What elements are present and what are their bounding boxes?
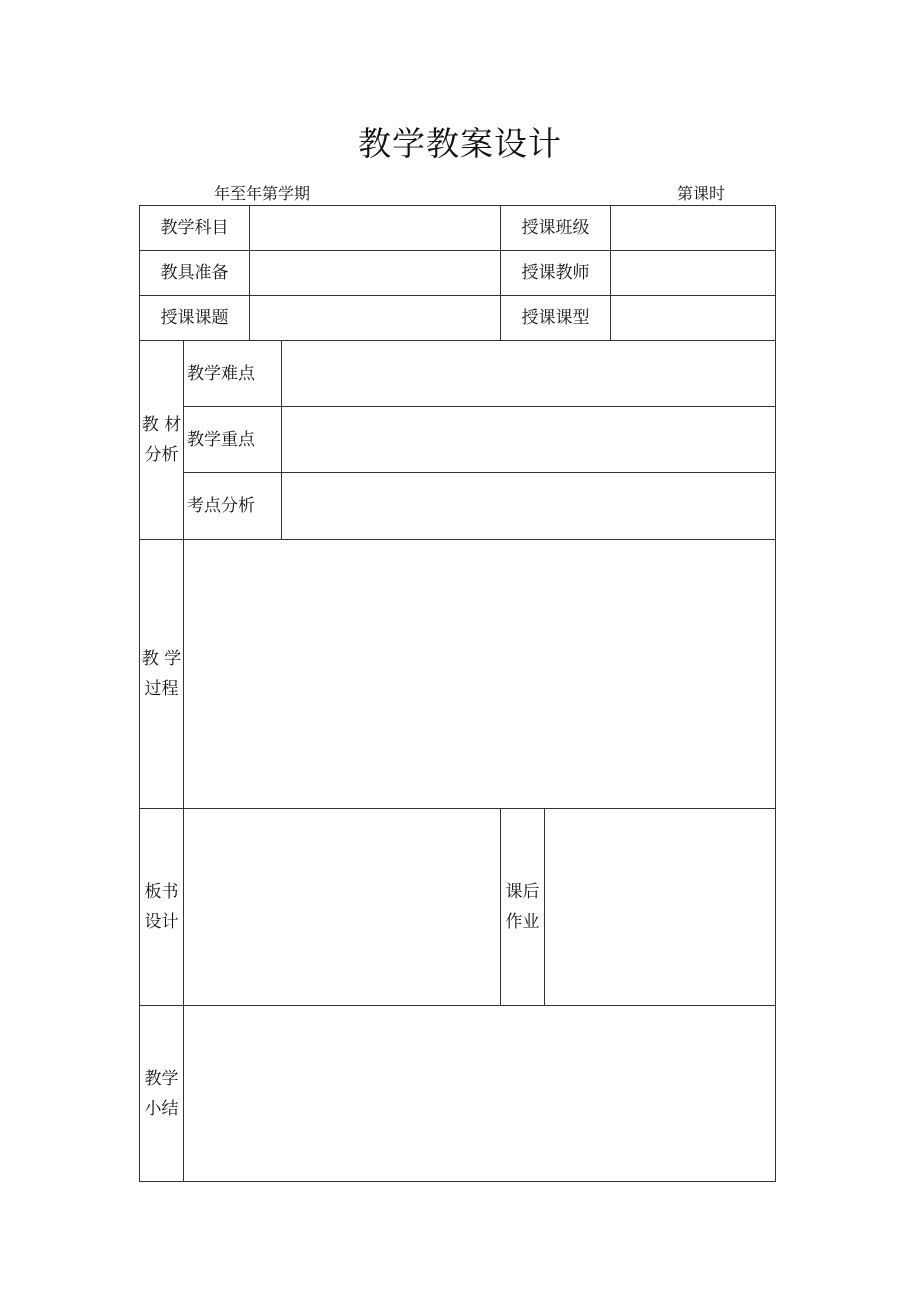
board-design-line2: 设计 [144, 912, 179, 932]
teaching-summary-field[interactable] [183, 1005, 776, 1182]
key-points-label: 教学重点 [183, 406, 282, 473]
subject-field[interactable] [249, 205, 501, 251]
teaching-aids-field[interactable] [249, 250, 501, 296]
document-title: 教学教案设计 [358, 124, 562, 163]
homework-label [500, 808, 545, 1006]
exam-analysis-field[interactable] [281, 472, 776, 540]
homework-line1: 课后 [505, 882, 540, 902]
class-label: 授课班级 [500, 205, 611, 251]
difficulty-label: 教学难点 [183, 340, 282, 407]
teaching-summary-label [139, 1005, 184, 1182]
teaching-process-label [139, 539, 184, 809]
board-design-field[interactable] [183, 808, 501, 1006]
difficulty-field[interactable] [281, 340, 776, 407]
lesson-topic-field[interactable] [249, 295, 501, 341]
teacher-field[interactable] [610, 250, 776, 296]
material-analysis-line1: 教 材 [141, 415, 182, 435]
class-field[interactable] [610, 205, 776, 251]
teacher-label: 授课教师 [500, 250, 611, 296]
material-analysis-line2: 分析 [144, 445, 179, 465]
teaching-aids-label: 教具准备 [139, 250, 250, 296]
board-design-label [139, 808, 184, 1006]
period-line: 第课时 [677, 184, 726, 203]
exam-analysis-label: 考点分析 [183, 472, 282, 540]
teaching-summary-line2: 小结 [144, 1098, 179, 1119]
lesson-topic-label: 授课课题 [139, 295, 250, 341]
lesson-type-field[interactable] [610, 295, 776, 341]
term-line: 年至年第学期 [214, 184, 311, 203]
board-design-line1: 板书 [144, 882, 179, 902]
subject-label: 教学科目 [139, 205, 250, 251]
teaching-process-line2: 过程 [144, 679, 179, 699]
homework-line2: 作业 [505, 912, 540, 932]
teaching-process-field[interactable] [183, 539, 776, 809]
teaching-process-line1: 教 学 [141, 649, 182, 669]
material-analysis-label [139, 340, 184, 540]
homework-field[interactable] [544, 808, 776, 1006]
teaching-summary-line1: 教学 [144, 1068, 179, 1089]
key-points-field[interactable] [281, 406, 776, 473]
lesson-type-label: 授课课型 [500, 295, 611, 341]
lesson-plan-table [139, 205, 776, 1182]
